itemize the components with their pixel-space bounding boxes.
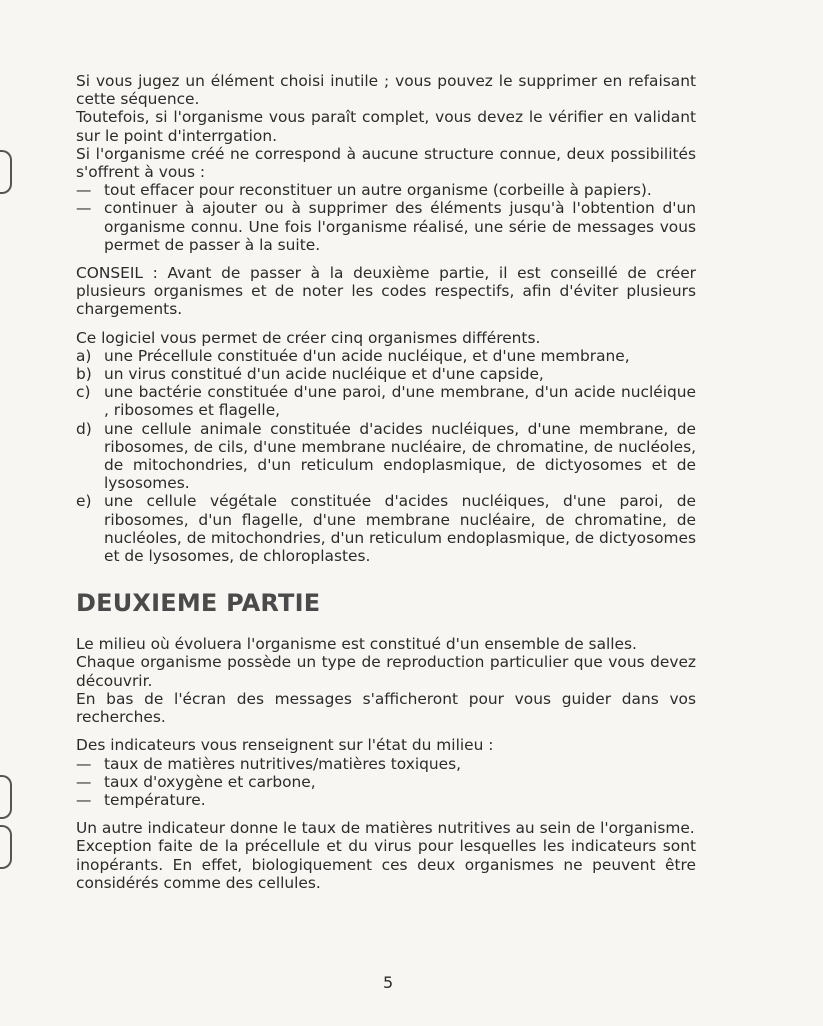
- section-heading: DEUXIEME PARTIE: [76, 589, 321, 618]
- list-item: [76, 365, 696, 383]
- list-item-text: une bactérie constituée d'une paroi, d'une membrane, d'un acide nucléique , ribosomes et flagelle,: [104, 383, 696, 420]
- list-marker: —: [76, 754, 92, 773]
- paragraph: Exception faite de la précellule et du virus pour lesquelles les indicateurs sont inopérants. En effet, biologiquement ces deux organismes ne peuvent être considérés comme des cellules.: [76, 837, 696, 892]
- list-item-text: taux de matières nutritives/matières toxiques,: [104, 754, 461, 773]
- list-marker: e): [76, 492, 92, 511]
- paragraph: Chaque organisme possède un type de reproduction particulier que vous devez découvrir.: [76, 653, 696, 690]
- binder-ring: [0, 825, 12, 869]
- list-item: [76, 383, 696, 419]
- paragraph: Le milieu où évoluera l'organisme est constitué d'un ensemble de salles.: [76, 635, 637, 654]
- list-item: [76, 791, 696, 809]
- binder-ring: [0, 775, 12, 819]
- indicateurs-list: [76, 755, 696, 810]
- organismes-list: [76, 347, 696, 565]
- list-marker: c): [76, 383, 91, 402]
- list-item-text: une cellule végétale constituée d'acides nucléiques, d'une paroi, de ribosomes, d'un flagelle, d'une membrane nucléaire, de chromatine, de nucléoles, de mitochondries, d'un reticulum endoplasmique, de dictyosomes et de lysosomes, de chloroplastes.: [104, 492, 696, 566]
- list-item-text: un virus constitué d'un acide nucléique et d'une capside,: [104, 365, 544, 384]
- list-item: [76, 755, 696, 773]
- options-list: [76, 181, 696, 254]
- paragraph: Ce logiciel vous permet de créer cinq organismes différents.: [76, 328, 541, 347]
- list-item: [76, 199, 696, 254]
- list-item-text: taux d'oxygène et carbone,: [104, 772, 316, 791]
- list-item-text: température.: [104, 790, 206, 809]
- paragraph: En bas de l'écran des messages s'afficheront pour vous guider dans vos recherches.: [76, 689, 696, 727]
- list-marker: —: [76, 199, 92, 218]
- list-marker: —: [76, 790, 92, 809]
- page-number: 5: [383, 973, 394, 992]
- list-item-text: tout effacer pour reconstituer un autre organisme (corbeille à papiers).: [104, 181, 652, 200]
- paragraph: Toutefois, si l'organisme vous paraît complet, vous devez le vérifier en validant sur le point d'interrgation.: [76, 108, 696, 145]
- document-page: [76, 72, 696, 892]
- list-marker: a): [76, 346, 92, 365]
- list-item: [76, 420, 696, 493]
- list-item: [76, 773, 696, 791]
- list-marker: d): [76, 419, 92, 438]
- list-item-text: une Précellule constituée d'un acide nucléique, et d'une membrane,: [104, 346, 630, 365]
- list-item-text: continuer à ajouter ou à supprimer des éléments jusqu'à l'obtention d'un organisme connu. Une fois l'organisme réalisé, une série de messages vous permet de passer à la suite.: [104, 199, 696, 254]
- list-item: [76, 347, 696, 365]
- list-item: [76, 492, 696, 565]
- paragraph: Des indicateurs vous renseignent sur l'état du milieu :: [76, 736, 494, 755]
- list-marker: —: [76, 772, 92, 791]
- paragraph: Un autre indicateur donne le taux de matières nutritives au sein de l'organisme.: [76, 819, 695, 838]
- paragraph: Si vous jugez un élément choisi inutile ; vous pouvez le supprimer en refaisant cette séquence.: [76, 72, 696, 109]
- list-item: [76, 181, 696, 199]
- list-marker: —: [76, 181, 92, 200]
- paragraph: Si l'organisme créé ne correspond à aucune structure connue, deux possibilités s'offrent à vous :: [76, 144, 696, 182]
- conseil-paragraph: CONSEIL : Avant de passer à la deuxième partie, il est conseillé de créer plusieurs organismes et de noter les codes respectifs, afin d'éviter plusieurs chargements.: [76, 264, 696, 319]
- list-marker: b): [76, 365, 92, 384]
- list-item-text: une cellule animale constituée d'acides nucléiques, d'une membrane, de ribosomes, de cils, d'une membrane nucléaire, de chromatine, de nucléoles, de mitochondries, d'un reticulum endoplasmique, de dictyosomes et de lysosomes.: [104, 419, 696, 493]
- binder-ring: [0, 150, 12, 194]
